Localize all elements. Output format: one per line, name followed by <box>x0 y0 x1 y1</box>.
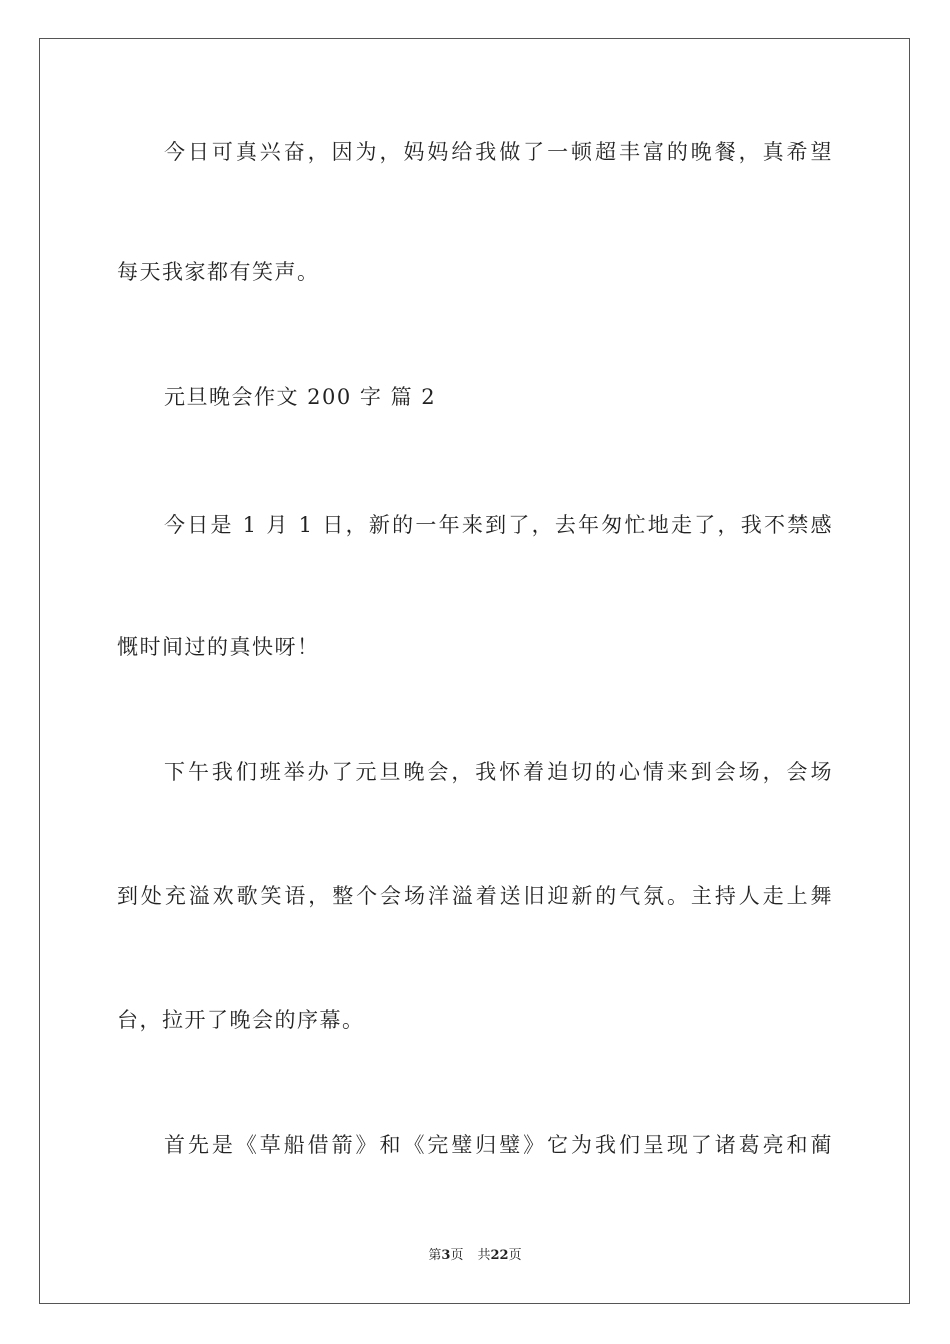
page-border <box>39 38 910 1304</box>
footer-total-suffix: 页 <box>508 1248 522 1263</box>
footer-page-suffix: 页 <box>450 1248 464 1263</box>
paragraph-4-line-1: 下午我们班举办了元旦晚会，我怀着迫切的心情来到会场，会场 <box>164 760 833 784</box>
paragraph-3-line-2: 慨时间过的真快呀！ <box>117 635 320 659</box>
footer-page-prefix: 第 <box>428 1248 442 1263</box>
footer-page-number: 3 <box>441 1248 451 1263</box>
paragraph-5-line-1: 首先是《草船借箭》和《完璧归璧》它为我们呈现了诸葛亮和蔺 <box>164 1133 833 1157</box>
paragraph-1-line-1: 今日可真兴奋，因为，妈妈给我做了一顿超丰富的晚餐，真希望 <box>164 140 833 164</box>
paragraph-4-line-3: 台，拉开了晚会的序幕。 <box>117 1008 365 1032</box>
page-footer <box>0 1247 950 1265</box>
paragraph-4-line-2: 到处充溢欢歌笑语，整个会场洋溢着送旧迎新的气氛。主持人走上舞 <box>117 884 833 908</box>
footer-total-pages: 22 <box>490 1248 509 1263</box>
section-heading: 元旦晚会作文 200 字 篇 2 <box>164 385 437 409</box>
footer-total-prefix: 共 <box>477 1248 491 1263</box>
paragraph-1-line-2: 每天我家都有笑声。 <box>117 260 320 284</box>
paragraph-3-line-1: 今日是 1 月 1 日，新的一年来到了，去年匆忙地走了，我不禁感 <box>164 513 833 537</box>
